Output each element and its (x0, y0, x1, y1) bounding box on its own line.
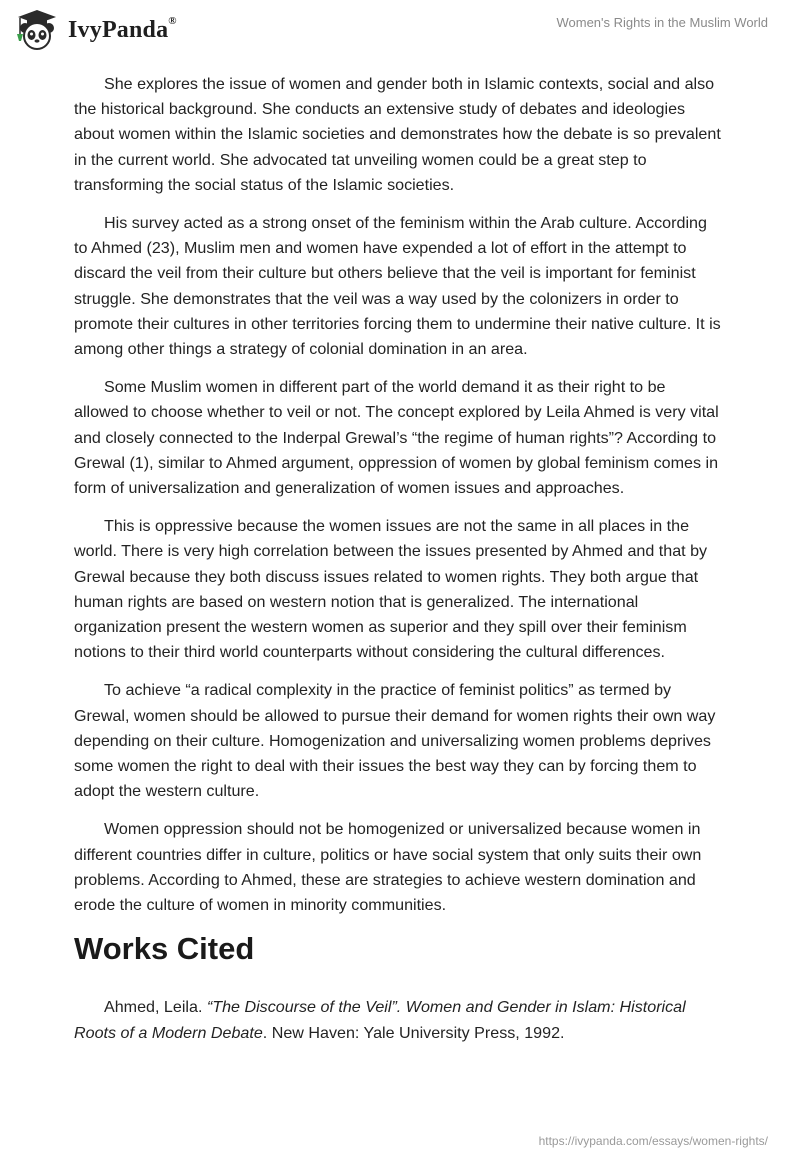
page-header (0, 0, 800, 60)
body-paragraph-5: To achieve “a radical complexity in the practice of feminist politics” as termed by Grewal, women should be allowed to pursue their demand for women rights their own way depending on their culture. Homogenization and universalizing women problems deprives some women the right to deal with their issues the best way they can by forcing them to adopt the western culture. (74, 681, 716, 801)
essay-content (74, 72, 724, 1059)
body-paragraph-1: She explores the issue of women and gender both in Islamic contexts, social and also the historical background. She conducts an extensive study of debates and ideologies about women within the Islamic societies and demonstrates how the debate is so prevalent in the current world. She advocated tat unveiling women could be a great step to transforming the social status of the Islamic societies. (74, 75, 721, 194)
document-title: Women's Rights in the Muslim World (556, 15, 768, 30)
body-paragraph-2: His survey acted as a strong onset of the feminism within the Arab culture. According to Ahmed (23), Muslim men and women have expended a lot of effort in the attempt to discard the veil from their culture but others believe that the veil is important for feminist struggle. She demonstrates that the veil was a way used by the colonizers in order to promote their cultures in other territories forcing them to undermine their native culture. It is among other things a strategy of colonial domination in an area. (74, 214, 721, 359)
body-paragraph-4: This is oppressive because the women issues are not the same in all places in the world. There is very high correlation between the issues presented by Ahmed and that by Grewal because they both discuss issues related to women rights. They both argue that human rights are based on western notion that is generalized. The international organization present the western women as superior and they spill over their feminism notions to their third world counterparts without considering the cultural differences. (74, 517, 708, 662)
citation-entry (74, 995, 724, 1045)
source-url[interactable]: https://ivypanda.com/essays/women-rights/ (538, 1134, 768, 1148)
citation-author: Ahmed, Leila. (104, 998, 207, 1017)
body-paragraph-6: Women oppression should not be homogenized or universalized because women in different countries differ in culture, politics or have social system that only suits their own problems. According to Ahmed, these are strategies to achieve western domination and erode the culture of women in minority communities. (74, 820, 702, 915)
brand-name: IvyPanda® (68, 14, 177, 43)
citation-publication: . New Haven: Yale University Press, 1992. (262, 1023, 565, 1042)
works-cited-heading: Works Cited (74, 931, 255, 967)
ivypanda-logo[interactable] (12, 8, 177, 52)
panda-graduate-icon (12, 8, 62, 52)
body-paragraph-3: Some Muslim women in different part of the world demand it as their right to be allowed to choose whether to veil or not. The concept explored by Leila Ahmed is very vital and closely connected to the Inderpal Grewal’s “the regime of human rights”? According to Grewal (1), similar to Ahmed argument, oppression of women by global feminism comes in form of universalization and generalization of women issues and approaches. (74, 378, 719, 498)
citation-title: “The Discourse of the Veil”. Women and Gender in Islam: Historical Roots of a Modern Debate (74, 998, 686, 1042)
